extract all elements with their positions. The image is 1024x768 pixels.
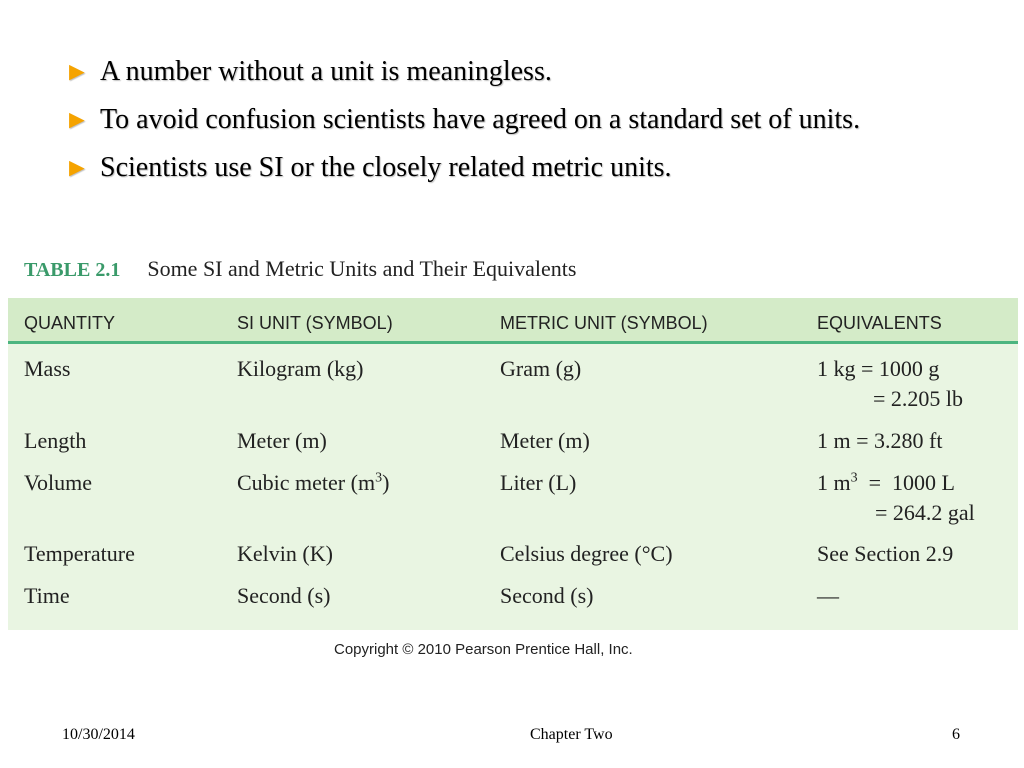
bullet-item xyxy=(64,100,984,140)
table-header-row xyxy=(8,298,1018,344)
bullet-item xyxy=(64,148,984,188)
header-si-unit: SI UNIT (SYMBOL) xyxy=(237,313,393,333)
cell-si-unit: Kilogram (kg) xyxy=(237,356,364,381)
bullet-text: To avoid confusion scientists have agreed on a standard set of units. xyxy=(100,104,861,135)
table-row xyxy=(8,583,1018,613)
bullet-text: Scientists use SI or the closely related metric units. xyxy=(100,152,672,183)
table-row xyxy=(8,470,1018,530)
footer-page-number: 6 xyxy=(952,726,960,743)
cell-equivalent: 1 kg = 1000 g xyxy=(817,356,940,381)
bullet-text: A number without a unit is meaningless. xyxy=(100,56,552,87)
bullet-item xyxy=(64,52,984,92)
si-unit-text-end: ) xyxy=(382,470,390,495)
bullet-arrow-icon: ► xyxy=(64,153,90,182)
cell-equivalent xyxy=(817,470,955,496)
cell-equivalent: — xyxy=(817,583,839,608)
bullet-list xyxy=(64,52,984,196)
cell-metric-unit: Gram (g) xyxy=(500,356,582,381)
cell-quantity: Time xyxy=(24,583,70,608)
si-unit-text: Cubic meter (m xyxy=(237,470,376,495)
table-number: TABLE 2.1 xyxy=(24,259,121,281)
units-table xyxy=(8,298,1018,630)
header-quantity: QUANTITY xyxy=(24,313,116,333)
header-metric-unit: METRIC UNIT (SYMBOL) xyxy=(500,313,708,333)
cell-metric-unit: Celsius degree (°C) xyxy=(500,541,673,566)
cell-quantity: Temperature xyxy=(24,541,135,566)
cell-si-unit xyxy=(237,470,389,496)
cell-si-unit: Meter (m) xyxy=(237,428,327,453)
cell-equivalent: See Section 2.9 xyxy=(817,541,954,566)
footer-chapter: Chapter Two xyxy=(530,726,613,743)
table-row xyxy=(8,541,1018,571)
cell-metric-unit: Meter (m) xyxy=(500,428,590,453)
table-row xyxy=(8,428,1018,458)
cell-si-unit: Second (s) xyxy=(237,583,331,608)
bullet-arrow-icon: ► xyxy=(64,57,90,86)
cell-equivalent: 1 m = 3.280 ft xyxy=(817,428,943,453)
cell-metric-unit: Second (s) xyxy=(500,583,594,608)
equivalent-text-end: = 1000 L xyxy=(857,470,955,495)
table-row xyxy=(8,356,1018,416)
superscript: 3 xyxy=(850,470,858,486)
header-equivalents: EQUIVALENTS xyxy=(817,313,942,333)
cell-quantity: Length xyxy=(24,428,87,453)
cell-metric-unit: Liter (L) xyxy=(500,470,577,495)
table-title: Some SI and Metric Units and Their Equivalents xyxy=(147,256,577,281)
footer-date: 10/30/2014 xyxy=(62,726,135,743)
cell-equivalent-line2: = 2.205 lb xyxy=(873,386,964,411)
cell-quantity: Mass xyxy=(24,356,71,381)
table-caption xyxy=(24,256,576,282)
cell-si-unit: Kelvin (K) xyxy=(237,541,333,566)
cell-equivalent-line2: = 264.2 gal xyxy=(875,500,975,525)
copyright-notice: Copyright © 2010 Pearson Prentice Hall, Inc. xyxy=(334,641,633,658)
equivalent-text: 1 m xyxy=(817,470,851,495)
bullet-arrow-icon: ► xyxy=(64,105,90,134)
superscript: 3 xyxy=(375,470,383,486)
cell-quantity: Volume xyxy=(24,470,93,495)
